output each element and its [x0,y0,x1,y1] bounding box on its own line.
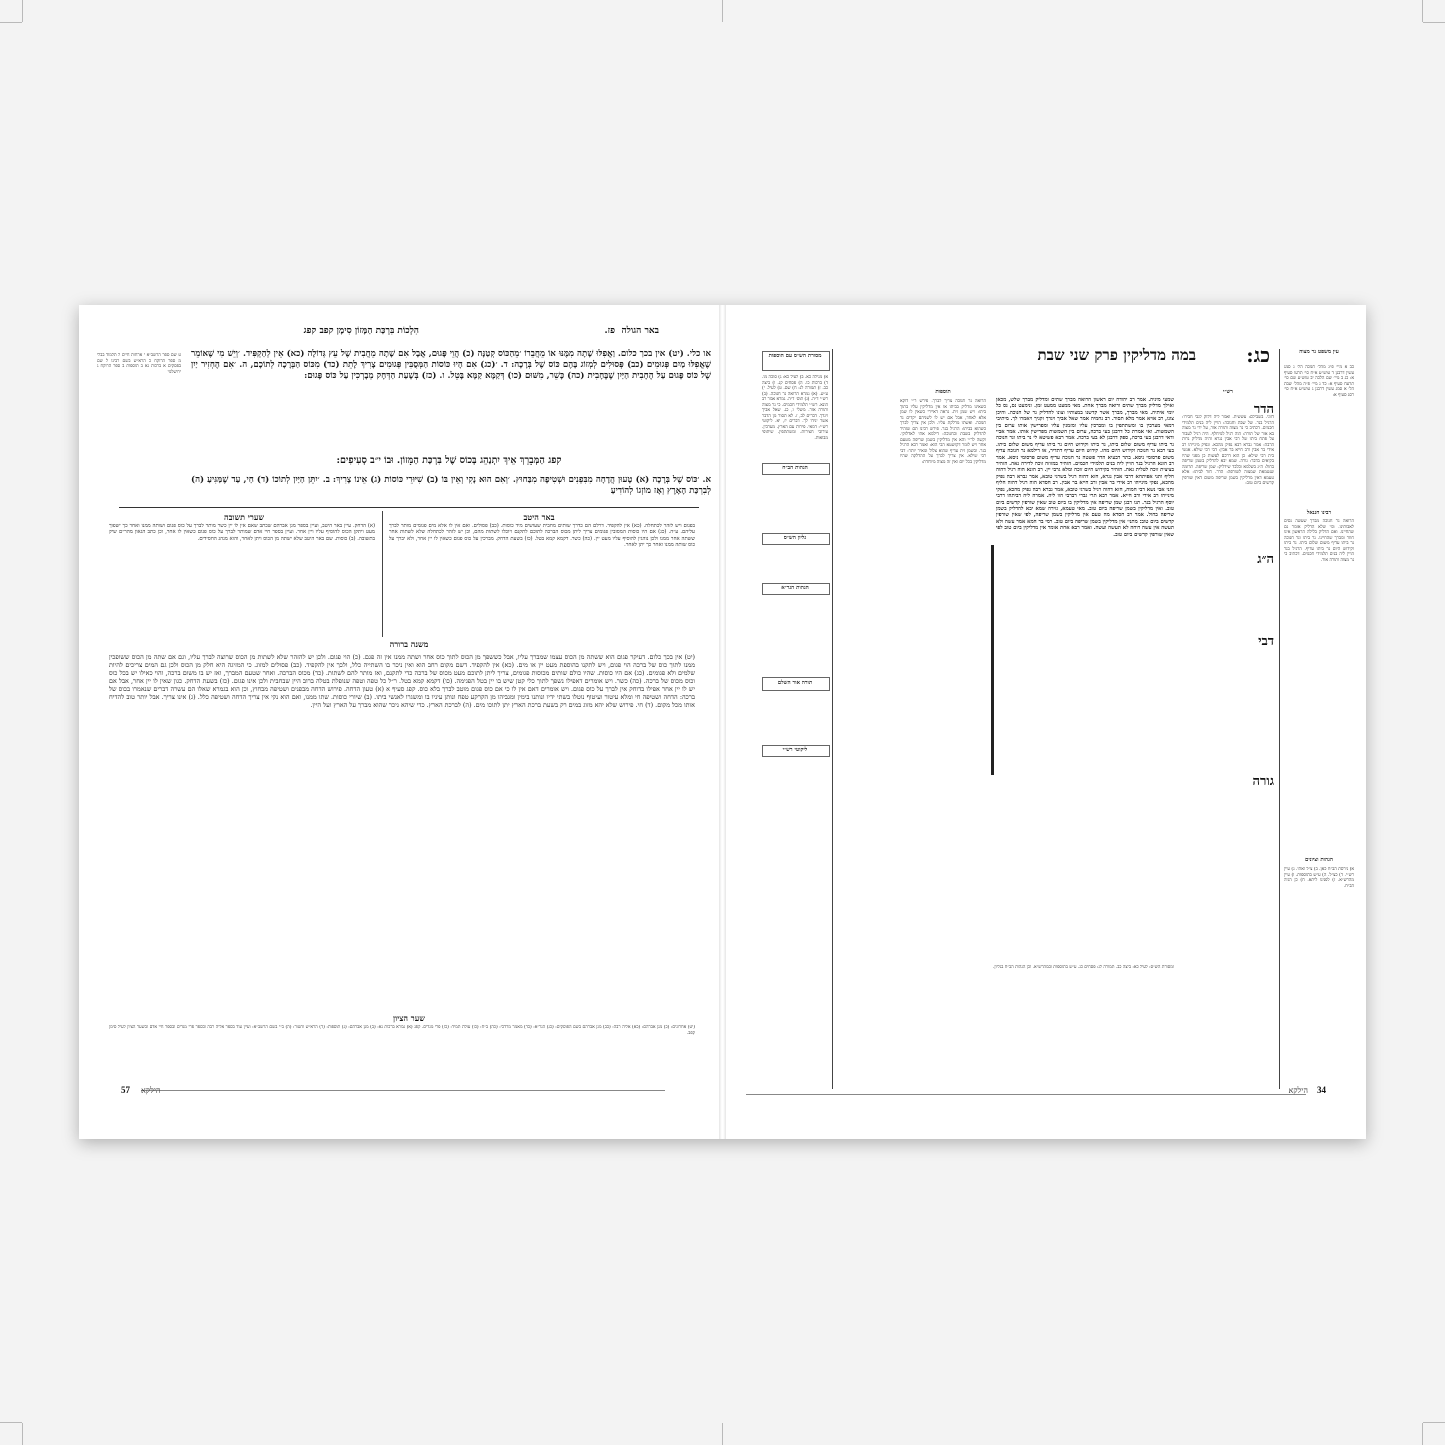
hagahot-text: א) גירסת הב״ח כאן. ב) צ״ל ואתי. ג) עיין רש״י. ד) כצ״ל. ה) ע״ש בתוספות. ו) עיין מהרש״א. ז) לפנינו ליתא. ח) כן הגיה הב״ח. [1284,867,1354,889]
main-text-2: א. ׳כּוֹס שֶׁל בְּרָכָה (א) טָעוּן הֲדָחָה מִבִּפְנִים וּשְׁטִיפָה מִבַּחוּץ. ׳וְאִם הוּא נָקִי וְאֵין בּוֹ (ב) שִׁיּוּרֵי כּוֹסוֹת (ג) אֵינוֹ צָרִיךְ: ב. ׳יִתֵּן הַיַּיִן לְתוֹכוֹ (ד) חַי, עַד שֶׁמַּגִּיעַ (ה) לְבִרְכַּת הָאָרֶץ וְאָז מוֹזְגוֹ לְהוֹדִיעַ [191,475,711,496]
rashi-text: דזוגי. בשבילם: עששית. ואמר ליה דלוק לגבי חבירו: הרגיל בנר. של שבת וחנוכה: הויין ליה בנים תלמידי חכמים. דכתיב כי נר מצוה ותורה אור, על ידי נר מצוה בא אור של תורה: הוה רגיל למיחלף. היה רגיל לעבור על פתח ביתו של רבי אבין נגרא והיה מדליק נרות הרבה: אמר גברא רבא נפיק מהכא. ונפיק מינייהו רב אידי בר אבין ורב חייא בר אבין: דבי רבי שילא. אנשי בית רבי שילא: כן הוא דרכם לעשות כן מפני שהיו בקיאים בדבר: גורה. שמא יבא להדליק בשמן שריפה בחול: ה״ג בשלמא ובלבד שידליק: שמן שריפה. תרומה שנטמאת שמצוה לשורפה: הדר. חזר לביתו: אלא טעמא דאין מדליקין בשמן שריפה משום דאין שורפין קדשים ביום טוב: [1182,415,1274,486]
shaar-hatziyun-title: שער הציון [393,1013,425,1023]
shaar-hatziyun-text: (יט) אחרונים: (כ) מגן אברהם: (כא) אליה רבה: (כב) מגן אברהם בשם הפוסקים: (כג) הגר״א: (כד) מאמר מרדכי: (כה) ב״ח: (כו) עולת תמיד: (כז) פרי מגדים. קפג (א) גמרא ברכות נא: (ב) מגן אברהם: (ג) תוספות: (ד) הרא״ש והטור: (ה) ב״י בשם הרשב״א: ועיין עוד בספר אליה רבה ובספר פרי מגדים ובספר חיי אדם ובשער הציון לעיל סימן קפב. [109,1025,695,1036]
page-number: 57 [121,1085,130,1095]
shaarei-teshuva-title: שערי תשובה [223,512,265,522]
tosafot-text: הרואה נר חנוכה צריך לברך. פירש ר״י דוקא כשאינו מדליק בביתו או אין מדליקין עליו בתוך ביתו: ויש שמן זית. נראה דאיירי כשאין לו שמן אלא לאחד, אבל אם יש לו לשניהם יקדים נר חנוכה. ואשתו מדלקת עליו. ולכן אין צריך לברך כשהוא בביתו: הרגיל בנר. פירש רבינו תם שזהיר להדליק בשבת ובחנוכה: דילמא אתי לאדלוקי. וקשה לר״י והא אין מדליקין בשמן שריפה מטעם אחר ויש לומר דקושטא הכי הוא: ואמר רבא הרגיל בנר. ובשמן זית עדיף שהוא צלול ומאיר יותר: דבי רבי שילא. אין צריך לברך על ההדלקה שהיו מדליקין בכל יום ואין זה מצוה מיוחדת: [900,399,986,465]
footer-rule [746,1094,1306,1095]
siman-heading: קפג הַמְּבָרֵךְ אֵיךְ יִתְנַהֵג בְּכוֹס שֶׁל בִּרְכַּת הַמָּזוֹן. וּבוֹ י״ב סְעִיפִים: [336,455,562,466]
column-divider [832,349,833,1089]
margin-box-title: הגהות הב״ח [782,465,808,471]
gemara-bracket [991,545,994,775]
crop-mark [722,1423,723,1445]
bottom-notes: ומסורת הש״ס: לעיל כא: ביצה כב. תמורה לג: פסחים כג. ע״ש בתוספות ובמהרש״א. וכן הגהות הב״ח בגליון. [992,965,1174,970]
ein-mishpat-text: כב א מיי׳ פ״ג מהל׳ חנוכה הל׳ ג סמג עשין דרבנן ד טוש״ע א״ח סי׳ תרעו סעיף א: כג ב מיי׳ שם הלכה יב טוש״ע שם סי׳ תרעח סעיף א: כד ג מיי׳ פ״ה מהל׳ שבת הל׳ א סמג עשין דרבנן ג טוש״ע א״ח סי׳ רסג סעיף א: [1284,365,1354,398]
rashi-heading-word: דבי [1258,634,1274,649]
running-head: הִלְכוֹת בִּרְכַּת הַמָּזוֹן סִימָן קפב קפג [303,326,419,336]
rashi-heading-word: ה״ג [1257,552,1274,567]
crop-mark [1423,22,1445,23]
shaarei-teshuva-text: (א) הדחק. עיין באר היטב, ועיין בספר מגן אברהם שכתב שאם אין לו יין כשר מותר לברך על כוס פגום ושותה ממנו ואחר כך ישפוך מעט ויתקן הכוס להוסיף עליו ויין אחר. ועיין בספר חיי אדם שמותר לברך על כוס פגום כשאין לו אחר, וכן כתב הגאון מהר״ם שיק בתשובה. (ב) כוסות. שם באר היטב שלא ישתה מן הכוס ויתן לאחר, והוא מנהג החסידים. [109,523,375,542]
beer-heitev-title: באר היטב [523,512,555,522]
gemara-text: שמעי מיניה. אמר רב יהודה יום ראשון הרואה מברך שתים ומדליק מברך שלש, מכאן ואילך מדליק מברך שתים ורואה מברך אחת. מאי ממעט ממעט זמן. ונימעט נס, נס כל יומי איתיה. מאי מברך, מברך אשר קדשנו במצותיו וצונו להדליק נר של חנוכה. והיכן צונו, רב אויא אמר מלא תסור. רב נחמיה אמר שאל אביך ויגדך זקניך ויאמרו לך. מיתיבי דמאי מערבין בו ומשתתפין בו ומברכין עליו ומזמנין עליו ומפרישין אותו ערום בין השמשות. ואי אמרת כל דרבנן בעי ברכה, ערום בין השמשות מפרישין אותו. אמר אביי ודאי דרבנן בעי ברכה, ספק דרבנן לא בעי ברכה. אמר רבא פשיטא לי נר ביתו ונר חנוכה נר ביתו עדיף משום שלום ביתו, נר ביתו וקידוש היום נר ביתו עדיף משום שלום ביתו. בעי רבא נר חנוכה וקידוש היום מהו. קידוש היום עדיף דתדיר, או דילמא נר חנוכה עדיף משום פרסומי ניסא. בתר דבעיא הדר פשטה נר חנוכה עדיף משום פרסומי ניסא. אמר רב הונא הרגיל בנר הויין ליה בנים תלמידי חכמים. הזהיר במזוזה זוכה לדירה נאה. הזהיר בציצית זוכה לטלית נאה. הזהיר בקידוש היום זוכה ומלא גרבי יין. רב הונא הוה רגיל דהוה חליף ותני אפיתחא דרבי אבין נגרא, חזא דהוה רגיל בשרגי טובא, אמר גברא רבה נפיק מהכא, נפקי מינייהו רב אידי בר אבין ורב חייא בר אבין. רב חסדא הוה רגיל דהוה חליף ותני אבי נשא דבי חמוה, חזא דהוה רגיל בשרגי טובא, אמר גברא רבה נפיק מהכא, נפקי מינייהו רב אידי ורב חייא. אמר רבא תרי גברי רברבי הוו ליה. אמרה ליה דביתהו דרבי יוסף הרגיל בנר. תנו רבנן שמן שריפה אין מדליקין בו ביום טוב שאין שורפין קדשים ביום טוב. ואין מדליקין בשמן שריפה ביום טוב. מאי טעמא, גזירה שמא יבא להדליק בשמן שריפה בחול. אמר רב חסדא מה טעם אין מדליקין בשמן שריפה, לפי שאין שורפין קדשים ביום טוב: מתני׳ אין מדליקין בשמן שריפה ביום טוב. רמי בר חמא אמר עשה ולא תעשה אין עשה דוחה לא תעשה ועשה. ואמר רבא אחת אומר אין מדליקין ביום טוב לפי שאין שורפין קדשים ביום טוב. [996,397,1174,538]
daf-number: כג: [1246,343,1270,367]
right-page [726,305,1366,1139]
book-spread [79,305,1366,1139]
gutter [719,305,726,1139]
mishna-berura-text: (יט) אין בכך כלום. דעיקר פגום הוא ששתה מן הכוס עצמו שמברך עליו, אבל כששפך מן הכוס לתוך כוס אחר ושתה ממנו אין זה פגם. (כ) הוי פגום. ולכן יש להזהר שלא לשתות מן הכוס שרוצה לברך עליו, וגם אם שתה מן הכוס ששופכין ממנו לתוך כוס של ברכה הוי פגום, ויש לתקנו בהוספת מעט יין או מים. (כא) אין להקפיד. דשם מקום רחב הוא ואין ניכר בו השתייה כלל, ולכך אין להקפיד. (כב) פסולים למזוג. כי המזיגה היא חלק מן הכוס ולכן גם המים צריכים להיות שלמים ולא פגומים. (כג) אם היו כוסות. שהיו כולם שותים מכוסות פגומים, צריך ליתן לתוכם מעט מכוס של ברכה כדי לתקנם, ואז מותר להם לשתות. (כד) מכוס הברכה. ואחר שטעם המברך, ואז יש בו משום ברכה, והוי כאילו יש בכל כוס וכוס מכוס של ברכה. (כה) כשר. ויש אומרים דאפילו נשפך לתוך כלי קטן שיש בו יין בטל הפגימה. (כו) דקמא קמא בטל. ר״ל כל טפה וטפה שנופלת בטלה ברוב היין שבחבית ולכן אינו פגום. (כז) בשעת הדחק. כגון שאין לו יין אחר, אבל אם יש לו יין אחר אפילו בדוחק אין לברך על כוס פגום. ויש אומרים דאם אין לו כי אם כוס פגום מוטב לברך בלא כוס. קפג סעיף א (א) טעון הדחה. פירוש הדחה מבפנים ושטיפה מבחוץ, וכן הוא בגמרא שאלו הם עשרה דברים שנאמרו בכוס של ברכה: הדחה ושטיפה חי ומלא עיטור ועיטוף נוטלו בשתי ידיו ונותנו בימין ומגביהו מן הקרקע טפח ונותן עיניו בו ומשגרו לאנשי ביתו. (ב) שיורי כוסות. שתו ממנו, ואם הוא נקי אין צריך הדחה ושטיפה כלל. (ג) אינו צריך. אבל יותר טוב להדיח אותו מכל מקום. (ד) חי. פירוש שלא יהא מזוג במים רק בשעת ברכת הארץ יתן לתוכו מים. (ה) לברכת הארץ. כדי שיהא ניכר שהוא מברך על הארץ ועל היין. [109,653,695,709]
margin-box-title: גליון הש״ס [783,535,807,541]
rashi-heading-word: הדר [1253,402,1274,417]
column-divider [1279,349,1280,1089]
margin-box-title: ליקוטי רש״י [782,747,808,753]
divider [119,507,699,508]
crop-mark [22,1423,23,1445]
beer-hagolah-label: באר הגולה [621,326,659,336]
footer-rule [141,1090,665,1091]
footer-brand: הילקא [141,1086,161,1095]
rashi-label: רש״י [1223,389,1233,395]
masechet-title: במה מדליקין פרק שני שבת [1037,346,1196,364]
beer-heitev-text: בפגום ויש לזהר לכתחלה. (כא) אין להקפיד. דרלם הם כדרך שותים מחבית שעושים מיד כוסות. (כב) פסולים. ואם אין לו אלא מים פגומים מותר לברך עליהם. ע״ה. (כג) אם היו כוסות המסובין פגומים צריך ליתן מכוס הברכה לתוכם לתקנם ויוכלו לשתות מהם, וכן יש לזהר לכתחלה שלא לשתות אחר ששתה אחר ממנו ולכן נוהגין להוסיף עליו מעט יין. (כה) כשר. דקמא קמא בטל. (כז) בשעת הדחק. מברכין על כוס פגום כשאין לו יין אחר, ולא יברך על כוס שותה ממנו ואחר כך יתן לאחר. [389,523,695,549]
rabbeinu-chananel-text: הרואה נר חנוכה מברך שעשה נסים לאבותינו. ומי שלא הדליק אומר גם שהחיינו. ואם הדליק בלילה הראשון אינו חוזר ומברך שהחיינו. נר ביתו ונר חנוכה נר ביתו עדיף משום שלום ביתו. נר ביתו וקידוש היום נר ביתו עדיף. הרגיל בנר הויין ליה בנים תלמידי חכמים. דכתיב כי נר מצוה ותורה אור. [1284,519,1354,563]
crop-mark [1423,1422,1445,1423]
rashi-heading-word: גורה [1252,774,1274,789]
main-text: או כלי. (יט) אין בכך כלום. וַאֲפִלּוּ שָׁתָה מִמֶּנּוּ אוֹ מֵחֲבֵרוֹ ׳מֵהַכּוֹס קְטַנָּה (כ) הֲוֵי פָּגוּם, אֲבָל אִם שָׁתָה מֵחֲבִית שֶׁל עֵץ גְּדוֹלָה (כא) אֵין לְהַקְפִּיד. ׳וְיֵשׁ מִי שֶׁאוֹמֵר שֶׁאֲפִלּוּ מַיִם פְּגוּמִים (כב) פְּסוּלִים לְמְזוֹג בָּהֶם כּוֹס שֶׁל בְּרָכָה: ד. ׳(כג) אִם הָיוּ כּוֹסוֹת הַמְּסֻבִּין פְּגוּמִים צָרִיךְ לָתֵת (כד) מִכּוֹס הַבְּרָכָה לְתוֹכָם, ה. ׳אִם הֶחְזִיר יַיִן שֶׁל כּוֹס פָּגוּם עַל הֶחָבִית הַיַּיִן שֶׁבֶּחָבִית (כה) כָּשֵׁר, מִשּׁוּם (כו) דְּקַמָּא קַמָּא בָּטֵל. ו. (כז) בְּשָׁעַת הַדְּחָק מְבָרְכִין עַל כּוֹס פָּגוּם: [191,349,711,381]
footer-brand: הילקא [1288,1086,1308,1095]
mishna-berura-title: משנה ברורה [389,639,429,649]
crop-mark [0,1422,22,1423]
hagahot-label: הגהות וציונים [1304,857,1334,863]
margin-box-title: הגהות הגר״א [781,585,809,591]
daf-marker: פז. [604,326,615,336]
left-page [79,305,719,1139]
page-number: 34 [1317,1085,1326,1095]
ein-mishpat-label: עין משפט נר מצוה [1299,349,1339,355]
crop-mark [722,0,723,22]
column-divider [382,511,383,637]
margin-box-title: תורה אור השלם [777,680,813,686]
beer-hagolah-column: ט שם ספר הרשב״א י ארחות חיים ל תלמוד בבלי מ ספר הרוקח כ הרא״ש בשם רבינו ל שם בפסקים א ברכות נא ב תוספות ב ספר הרוקח ג ירושלמי [97,353,181,375]
crop-mark [22,0,23,22]
margin-text: א) מגילה כא. ב) לעיל כא: ג) סוכה מו. ד) ברכות כו. ה) פסחים קג. ו) ביצה כב. ז) תמורה לג: ח) שם. ט) לעיל. י) ע״ש. (א) גמרא הרואה נר חנוכה. (ב) רש״י ד״ה. (ג) תוס׳ ד״ה. גמרא אמר רב הונא. רש״י תלמידי חכמים. כי נר מצוה ותורה אור. משלי ו, כג. שאל אביך ויגדך. דברים לב, ז. לא תסור מן הדבר אשר יגידו לך. דברים יז, יא. ליקוטי רש״י: דמאי. פירות עם הארץ. מערבין. עירובי חצירות. ומשתתפין. שיתופי מבואות. [762,375,828,441]
rabbeinu-chananel-label: רבינו חננאל [1306,510,1332,516]
crop-mark [1422,0,1423,22]
crop-mark [0,22,22,23]
tosafot-label: תוספות [935,389,951,395]
margin-box-title: מסורת הש״ס עם הוספות [768,353,822,359]
crop-mark [1422,1423,1423,1445]
